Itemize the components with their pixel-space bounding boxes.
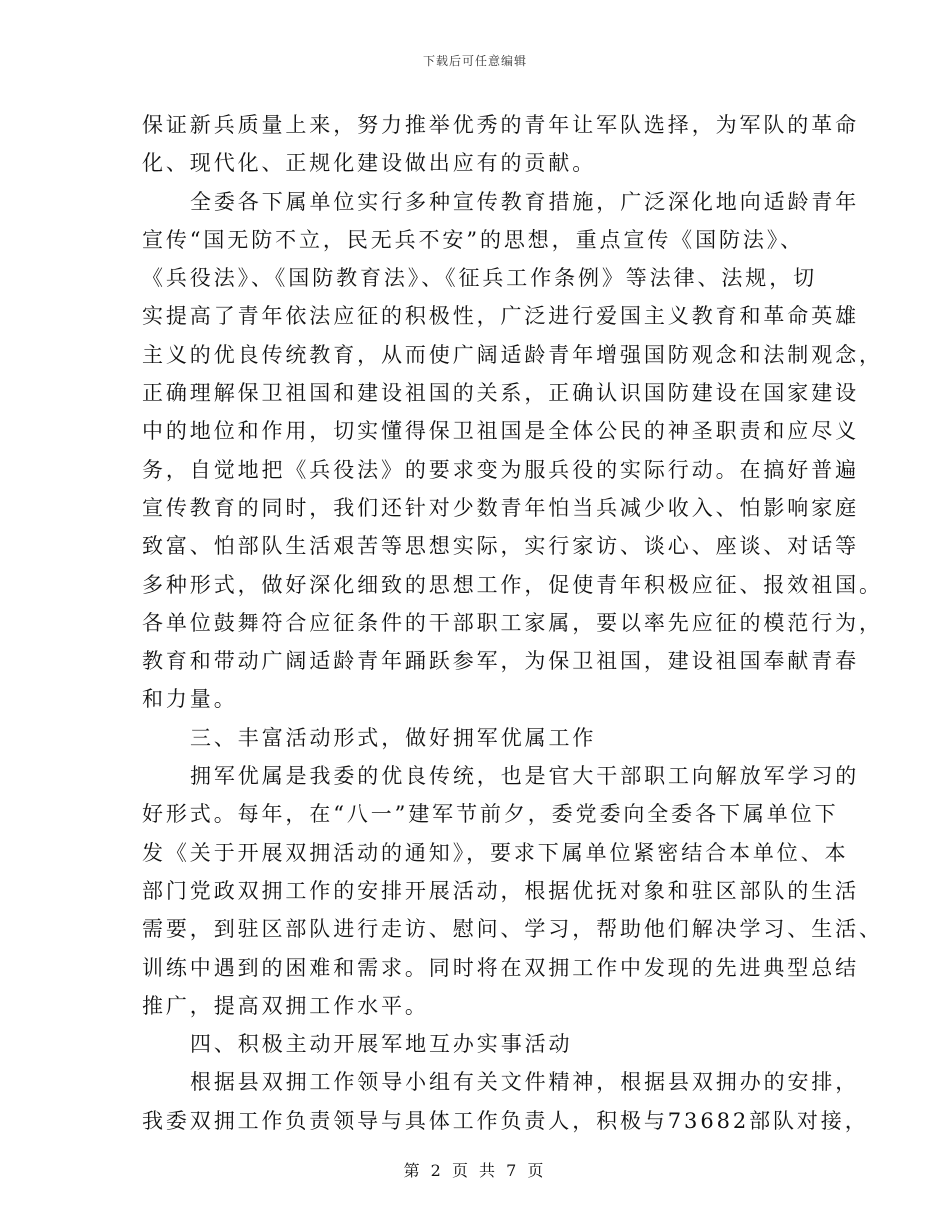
text-line: 拥军优属是我委的优良传统，也是官大干部职工向解放军学习的	[190, 764, 860, 789]
text-line: 主义的优良传统教育，从而使广阔适龄青年增强国防观念和法制观念，	[142, 342, 883, 367]
section-heading: 三、丰富活动形式，做好拥军优属工作	[190, 725, 597, 750]
text-line: 务，自觉地把《兵役法》的要求变为服兵役的实际行动。在搞好普遍	[142, 457, 859, 482]
document-body	[142, 106, 883, 1140]
text-line: 推广，提高双拥工作水平。	[142, 993, 429, 1018]
text-line: 化、现代化、正规化建设做出应有的贡献。	[142, 151, 597, 176]
text-line: 保证新兵质量上来，努力推举优秀的青年让军队选择，为军队的革命	[142, 113, 859, 137]
text-line: 和力量。	[142, 687, 238, 712]
text-line: 多种形式，做好深化细致的思想工作，促使青年积极应征、报效祖国。	[142, 572, 883, 597]
text-line: 训练中遇到的困难和需求。同时将在双拥工作中发现的先进典型总结	[142, 955, 859, 980]
text-line: 《兵役法》、《国防教育法》、《征兵工作条例》等法律、法规，切	[142, 266, 817, 291]
text-line: 致富、怕部队生活艰苦等思想实际，实行家访、谈心、座谈、对话等	[142, 534, 859, 559]
text-line: 实提高了青年依法应征的积极性，广泛进行爱国主义教育和革命英雄	[142, 304, 859, 329]
text-line: 我委双拥工作负责领导与具体工作负责人，积极与73682部队对接，	[142, 1108, 869, 1133]
text-line: 部门党政双拥工作的安排开展活动，根据优抚对象和驻区部队的生活	[142, 878, 859, 903]
text-line: 各单位鼓舞符合应征条件的干部职工家属，要以率先应征的模范行为，	[142, 610, 883, 635]
text-line: 根据县双拥工作领导小组有关文件精神，根据县双拥办的安排，	[190, 1070, 860, 1095]
page-header: 下载后可任意编辑	[422, 54, 527, 68]
page-number: 第 2 页 共 7 页	[403, 1161, 547, 1180]
text-line: 需要，到驻区部队进行走访、慰问、学习，帮助他们解决学习、生活、	[142, 917, 883, 942]
text-line: 好形式。每年，在“八一”建军节前夕，委党委向全委各下属单位下	[142, 802, 839, 827]
text-line: 中的地位和作用，切实懂得保卫祖国是全体公民的神圣职责和应尽义	[142, 419, 859, 444]
text-line: 正确理解保卫祖国和建设祖国的关系，正确认识国防建设在国家建设	[142, 381, 859, 406]
text-line: 宣传“国无防不立，民无兵不安”的思想，重点宣传《国防法》、	[142, 227, 805, 252]
section-heading: 四、积极主动开展军地互办实事活动	[190, 1032, 573, 1057]
text-line: 全委各下属单位实行多种宣传教育措施，广泛深化地向适龄青年	[190, 189, 860, 214]
text-line: 宣传教育的同时，我们还针对少数青年怕当兵减少收入、怕影响家庭	[142, 495, 859, 520]
text-line: 发《关于开展双拥活动的通知》，要求下属单位紧密结合本单位、本	[142, 840, 849, 865]
text-line: 教育和带动广阔适龄青年踊跃参军，为保卫祖国，建设祖国奉献青春	[142, 649, 859, 674]
